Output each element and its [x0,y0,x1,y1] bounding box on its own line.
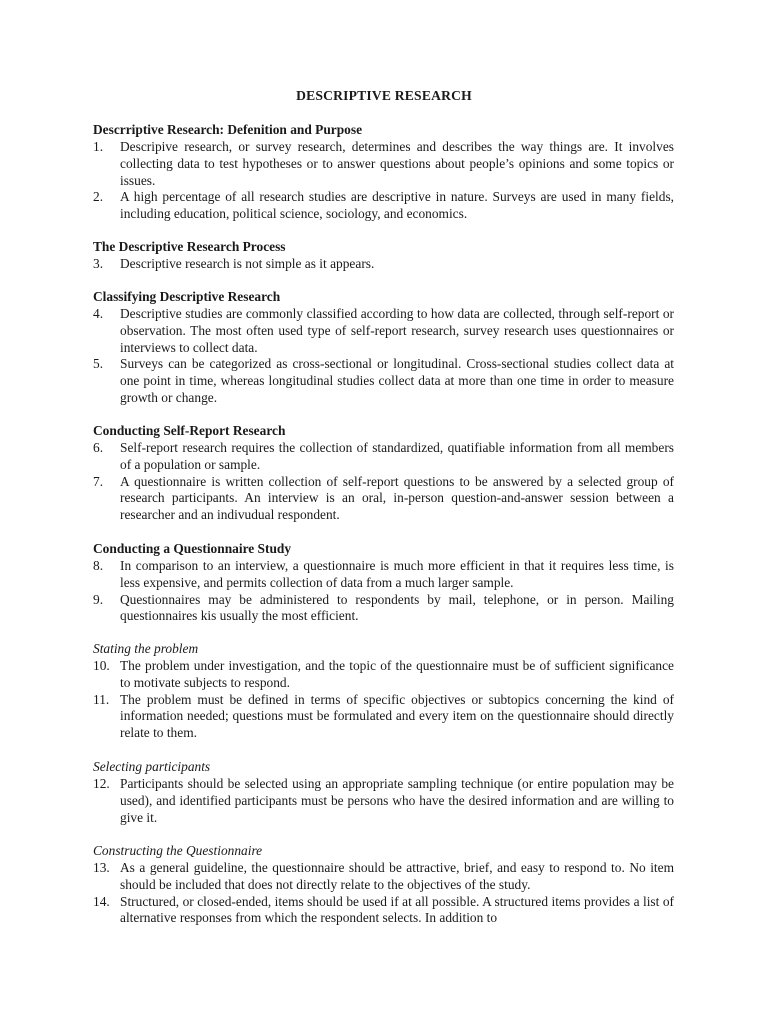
list-item [93,592,674,626]
item-number: 11. [93,691,110,707]
item-text: In comparison to an interview, a questionnaire is much more efficient in that it requires less time, is less expensive, and permits collection of data from a much larger sample. [120,558,674,590]
section-constructing-questionnaire [93,843,674,927]
list-item [93,860,674,894]
item-text: Structured, or closed-ended, items should be used if at all possible. A structured items provides a list of alternative responses from which the respondent selects. In addition to [120,893,674,926]
item-text: Questionnaires may be administered to respondents by mail, telephone, or in person. Mailing questionnaires kis usually the most efficient. [120,591,674,624]
section-heading: The Descriptive Research Process [93,239,286,254]
item-text: The problem must be defined in terms of specific objectives or subtopics concerning the kind of information needed; questions must be formulated and every item on the questionnaire should directly relate to them. [120,691,674,741]
item-text: A questionnaire is written collection of self-report questions to be answered by a selected group of research participants. An interview is an oral, in-person question-and-answer session between a researcher and an indivudual respondent. [120,473,674,523]
item-number: 14. [93,893,110,909]
item-number: 8. [93,558,104,573]
section-heading: Conducting a Questionnaire Study [93,541,292,556]
list-item [93,189,674,223]
item-number: 7. [93,473,104,489]
item-number: 10. [93,658,110,673]
section-selecting-participants [93,759,674,826]
section-self-report [93,423,674,524]
item-text: Descripive research, or survey research, determines and describes the way things are. It involves collecting data to test hypotheses or to answer questions about people’s opinions and some topics or issues. [120,139,674,188]
item-number: 12. [93,776,110,791]
item-number: 13. [93,860,110,875]
item-text: Descriptive research is not simple as it appears. [120,256,375,271]
item-text: Surveys can be categorized as cross-sectional or longitudinal. Cross-sectional studies collect data at one point in time, whereas longitudinal studies collect data at more than one time in order to measure growth or change. [120,356,674,405]
item-number: 9. [93,591,104,607]
list-item [93,558,674,592]
item-number: 2. [93,189,104,205]
item-text: The problem under investigation, and the topic of the questionnaire must be of sufficient significance to motivate subjects to respond. [120,658,674,690]
list-item [93,474,674,524]
item-number: 3. [93,256,104,271]
list-item [93,440,674,474]
page-title: DESCRIPTIVE RESEARCH [296,88,472,103]
item-text: As a general guideline, the questionnaire should be attractive, brief, and easy to respond to. No item should be included that does not directly relate to the objectives of the study. [120,860,674,892]
list-item [93,658,674,692]
section-heading: Conducting Self-Report Research [93,423,286,438]
section-subheading: Constructing the Questionnaire [93,843,263,858]
list-item [93,894,674,928]
item-text: Descriptive studies are commonly classified according to how data are collected, through self-report or observation. The most often used type of self-report research, survey research uses questionnaires or interviews to collect data. [120,306,674,355]
item-text: A high percentage of all research studies are descriptive in nature. Surveys are used in many fields, including education, political science, sociology, and economics. [120,189,674,222]
section-stating-problem [93,641,674,742]
list-item [93,692,674,742]
item-number: 5. [93,356,104,372]
list-item [93,306,674,356]
list-item [93,256,674,273]
list-item [93,139,674,189]
section-subheading: Selecting participants [93,759,211,774]
list-item [93,356,674,406]
section-definition-purpose [93,122,674,223]
item-number: 6. [93,440,104,455]
section-questionnaire-study [93,541,674,625]
section-heading: Classifying Descriptive Research [93,289,281,304]
list-item [93,776,674,826]
section-research-process [93,239,674,273]
item-text: Self-report research requires the collection of standardized, quatifiable information from all members of a population or sample. [120,440,674,472]
section-subheading: Stating the problem [93,641,199,656]
item-text: Participants should be selected using an appropriate sampling technique (or entire population may be used), and identified participants must be persons who have the desired information and are willing to give it. [120,776,674,825]
item-number: 1. [93,139,104,154]
section-heading: Descrriptive Research: Defenition and Purpose [93,122,363,137]
item-number: 4. [93,306,104,321]
section-classifying [93,289,674,407]
